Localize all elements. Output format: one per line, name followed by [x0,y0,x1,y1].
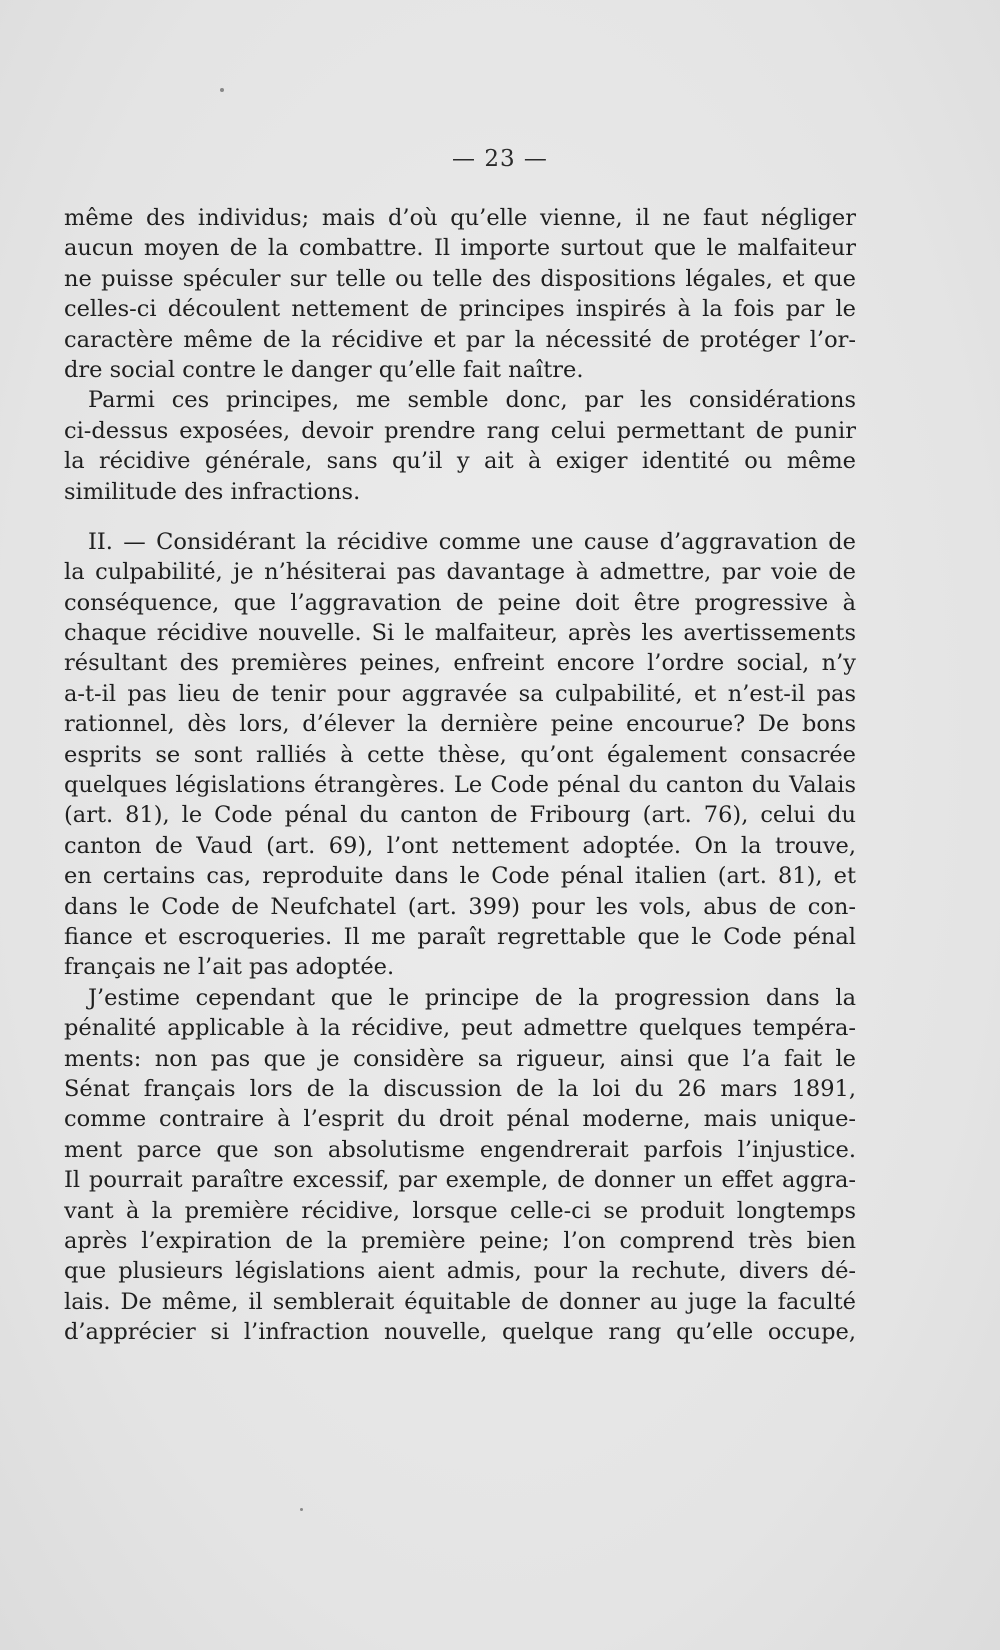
text-line: rationnel, dès lors, d’élever la dernière peine encourue? De bons [64,711,856,738]
text-line: conséquence, que l’aggravation de peine doit être progressive à [64,589,856,616]
body-text [64,203,856,1347]
text-line: quelques législations étrangères. Le Code pénal du canton du Valais [64,772,856,799]
text-line: fiance et escroqueries. Il me paraît regrettable que le Code pénal [64,923,856,950]
text-line: même des individus; mais d’où qu’elle vienne, il ne faut négliger [64,205,856,231]
print-speck [300,1508,303,1511]
text-line: similitude des infractions. [64,478,361,505]
page-number: — 23 — [452,146,548,172]
text-line: ne puisse spéculer sur telle ou telle des dispositions légales, et que [64,265,856,292]
text-line: J’estime cependant que le principe de la progression dans la [88,984,856,1011]
text-line: que plusieurs législations aient admis, pour la rechute, divers dé- [64,1258,856,1285]
text-line: ments: non pas que je considère sa rigueur, ainsi que l’a fait le [64,1045,856,1072]
text-line: (art. 81), le Code pénal du canton de Fribourg (art. 76), celui du [64,802,856,829]
text-line: comme contraire à l’esprit du droit pénal moderne, mais unique- [64,1106,856,1133]
text-line: dans le Code de Neufchatel (art. 399) pour les vols, abus de con- [64,893,856,920]
text-line: Parmi ces principes, me semble donc, par les considérations [88,387,856,414]
text-line: ci-dessus exposées, devoir prendre rang celui permettant de punir [64,417,856,444]
text-line: dre social contre le danger qu’elle fait naître. [64,356,584,383]
text-line: vant à la première récidive, lorsque celle-ci se produit longtemps [64,1197,856,1224]
paragraph-1 [64,203,856,385]
text-line: Sénat français lors de la discussion de la loi du 26 mars 1891, [64,1075,856,1102]
text-line: chaque récidive nouvelle. Si le malfaiteur, après les avertissements [64,620,856,647]
section-heading-line: II. — Considérant la récidive comme une cause d’aggravation de [88,528,856,555]
text-line: caractère même de la récidive et par la nécessité de protéger l’or- [64,326,856,353]
text-line: la culpabilité, je n’hésiterai pas davantage à admettre, par voie de [64,559,856,586]
text-line: résultant des premières peines, enfreint encore l’ordre social, n’y [64,650,856,677]
text-line: pénalité applicable à la récidive, peut admettre quelques tempéra- [64,1015,856,1042]
text-line: a-t-il pas lieu de tenir pour aggravée sa culpabilité, et n’est-il pas [64,680,856,707]
print-speck [220,88,224,92]
paragraph-4 [64,983,856,1348]
text-line: en certains cas, reproduite dans le Code pénal italien (art. 81), et [64,863,856,890]
text-line: aucun moyen de la combattre. Il importe surtout que le malfaiteur [64,235,856,262]
paragraph-2 [64,385,856,507]
text-line: esprits se sont ralliés à cette thèse, qu’ont également consacrée [64,741,856,768]
text-line: Il pourrait paraître excessif, par exemple, de donner un effet aggra- [64,1167,856,1194]
text-line: la récidive générale, sans qu’il y ait à exiger identité ou même [64,448,856,475]
text-line: après l’expiration de la première peine; l’on comprend très bien [64,1227,856,1254]
text-line: celles-ci découlent nettement de principes inspirés à la fois par le [64,296,856,323]
text-line: lais. De même, il semblerait équitable de donner au juge la faculté [64,1288,856,1315]
text-line: d’apprécier si l’infraction nouvelle, quelque rang qu’elle occupe, [64,1319,856,1346]
text-line: français ne l’ait pas adoptée. [64,954,395,981]
text-line: canton de Vaud (art. 69), l’ont nettement adoptée. On la trouve, [64,832,856,859]
text-line: ment parce que son absolutisme engendrerait parfois l’injustice. [64,1136,856,1163]
paragraph-3 [64,527,856,983]
